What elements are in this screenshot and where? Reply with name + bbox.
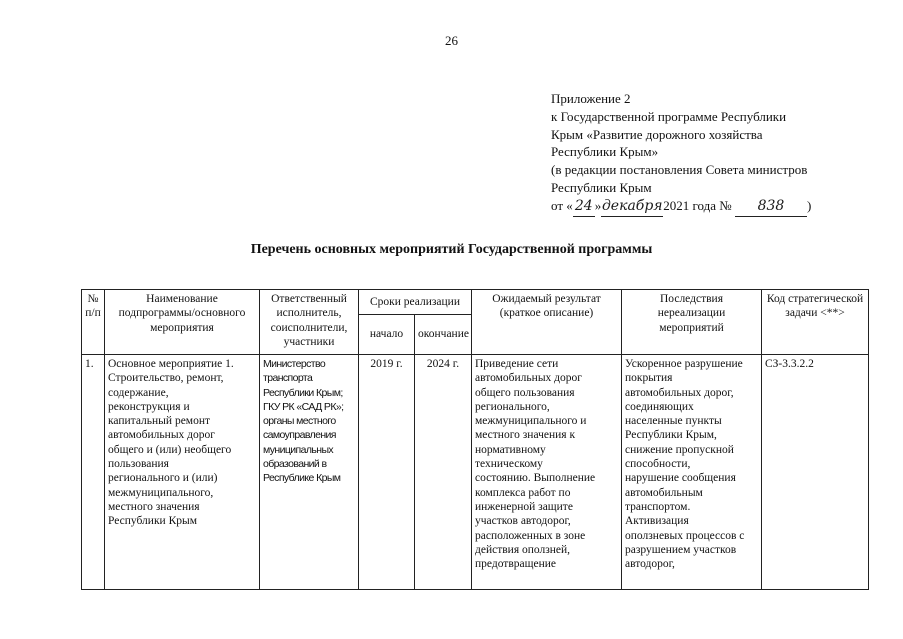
cell-line: межмуниципального,: [108, 486, 214, 499]
cell-line: соединяющих: [625, 400, 694, 413]
cell-line: автомобильных дорог,: [625, 386, 734, 399]
cell-line: самоуправления: [263, 429, 336, 442]
cell-line: участков автодорог,: [475, 515, 571, 528]
row-consequences: [622, 355, 762, 590]
cell-line: местного значения к: [475, 429, 576, 442]
cell-line: комплекса работ по: [475, 486, 571, 499]
cell-line: покрытия: [625, 372, 673, 385]
header-code: Код стратегической задачи <**>: [762, 290, 869, 355]
row-code: СЗ-3.3.2.2: [762, 355, 869, 590]
cell-line: инженерной защите: [475, 500, 573, 513]
table-row: [82, 355, 869, 590]
cell-line: автомобильных дорог: [475, 372, 582, 385]
cell-line: пользования: [108, 458, 169, 471]
handwritten-doc-number: 838: [735, 198, 807, 217]
cell-line: автодорог,: [625, 558, 675, 571]
header-num: № п/п: [82, 290, 105, 355]
cell-line: расположенных в зоне: [475, 529, 586, 542]
cell-line: Приведение сети: [475, 358, 559, 370]
header-end: окончание: [415, 315, 472, 355]
cell-line: Министерство: [263, 358, 326, 370]
appendix-line: (в редакции постановления Совета министров: [551, 162, 808, 178]
header-terms: Сроки реализации: [359, 290, 472, 315]
date-prefix: от «: [551, 197, 573, 213]
appendix-line: Республики Крым: [551, 179, 652, 195]
cell-line: нормативному: [475, 443, 546, 456]
row-executor: [260, 355, 359, 590]
cell-line: регионального и (или): [108, 472, 218, 485]
cell-line: регионального,: [475, 400, 550, 413]
row-name: [105, 355, 260, 590]
cell-line: образований в: [263, 458, 327, 471]
row-end: 2024 г.: [415, 355, 472, 590]
row-num: 1.: [82, 355, 105, 590]
cell-line: Ускоренное разрушение: [625, 358, 743, 370]
cell-line: транспортом.: [625, 500, 691, 513]
appendix-header: [551, 90, 891, 217]
header-start: начало: [359, 315, 415, 355]
appendix-line: к Государственной программе Республики: [551, 108, 787, 124]
cell-line: Строительство, ремонт,: [108, 372, 224, 385]
row-result: [472, 355, 622, 590]
cell-line: общего пользования: [475, 386, 575, 399]
header-executor: Ответственный исполнитель, соисполнители, участники: [260, 290, 359, 355]
cell-line: реконструкция и: [108, 400, 190, 413]
handwritten-month: декабря: [601, 198, 663, 217]
measures-table: [81, 289, 869, 590]
cell-line: Основное мероприятие 1.: [108, 358, 234, 370]
cell-line: местного значения: [108, 500, 200, 513]
cell-line: муниципальных: [263, 443, 334, 456]
document-title: Перечень основных мероприятий Государственной программы: [250, 242, 653, 257]
header-result: Ожидаемый результат (краткое описание): [472, 290, 622, 355]
appendix-line: Республики Крым»: [551, 144, 659, 160]
date-mid: »: [594, 197, 602, 213]
cell-line: автомобильным: [625, 486, 703, 499]
cell-line: капитальный ремонт: [108, 415, 211, 428]
cell-line: общего и (или) необщего: [108, 443, 232, 456]
row-start: 2019 г.: [359, 355, 415, 590]
appendix-line: Приложение 2: [551, 91, 631, 106]
cell-line: нарушение сообщения: [625, 472, 736, 485]
header-name: Наименование подпрограммы/основного мероприятия: [105, 290, 260, 355]
date-year: 2021 года №: [663, 197, 732, 213]
cell-line: Республике Крым: [263, 472, 341, 485]
cell-line: состоянию. Выполнение: [475, 472, 596, 485]
cell-line: техническому: [475, 458, 543, 471]
resolution-date-line: [551, 197, 891, 217]
cell-line: Республики Крым: [108, 515, 197, 528]
cell-line: способности,: [625, 458, 691, 471]
date-suffix: ): [806, 197, 812, 213]
cell-line: Республики Крым;: [263, 386, 343, 399]
cell-line: межмуниципального и: [475, 415, 587, 428]
cell-line: органы местного: [263, 415, 336, 428]
cell-line: снижение пропускной: [625, 443, 734, 456]
cell-line: разрушением участков: [625, 543, 737, 556]
cell-line: населенные пункты: [625, 415, 722, 428]
cell-line: Республики Крым,: [625, 429, 717, 442]
header-row: [82, 290, 869, 315]
appendix-line: Крым «Развитие дорожного хозяйства: [551, 126, 763, 142]
page-number: 26: [445, 33, 458, 48]
cell-line: оползневых процессов с: [625, 529, 745, 542]
cell-line: Активизация: [625, 515, 689, 528]
cell-line: автомобильных дорог: [108, 429, 215, 442]
cell-line: транспорта: [263, 372, 313, 385]
cell-line: ГКУ РК «САД РК»;: [263, 400, 344, 413]
cell-line: действия оползней,: [475, 543, 571, 556]
header-consequences: Последствия нереализации мероприятий: [622, 290, 762, 355]
cell-line: содержание,: [108, 386, 169, 399]
cell-line: предотвращение: [475, 558, 556, 571]
handwritten-day: 24: [573, 198, 595, 217]
